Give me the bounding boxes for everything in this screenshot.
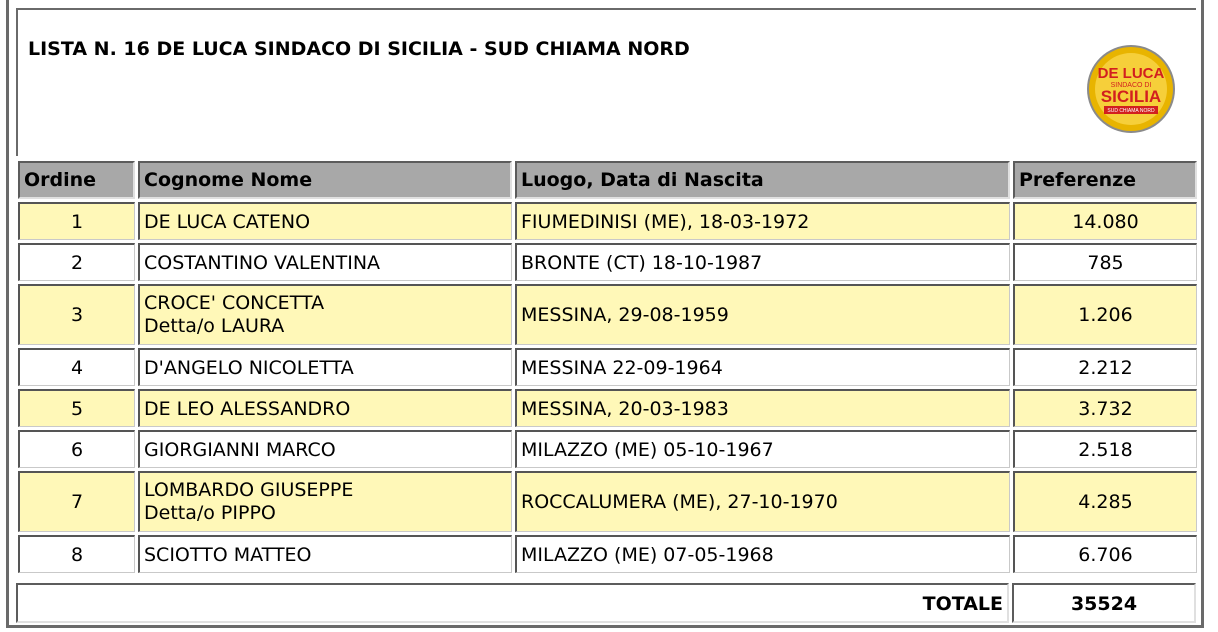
- candidate-name: COSTANTINO VALENTINA: [144, 251, 381, 274]
- list-title: LISTA N. 16 DE LUCA SINDACO DI SICILIA - SUD CHIAMA NORD: [28, 38, 690, 60]
- cell-ordine: 2: [18, 243, 135, 281]
- total-row: [16, 583, 1196, 625]
- header-preferenze: Preferenze: [1013, 161, 1197, 199]
- cell-nome: [138, 535, 512, 573]
- cell-nome: [138, 471, 512, 532]
- cell-ordine: 3: [18, 284, 135, 345]
- cell-ordine: 4: [18, 348, 135, 386]
- table-row: [18, 243, 1197, 281]
- table-row: [18, 202, 1197, 240]
- candidate-alias: Detta/o PIPPO: [144, 502, 276, 524]
- candidate-name: SCIOTTO MATTEO: [144, 543, 312, 566]
- table-row: [18, 471, 1197, 532]
- total-value: 35524: [1012, 583, 1196, 623]
- cell-ordine: 8: [18, 535, 135, 573]
- table-row: [18, 284, 1197, 345]
- cell-nome: [138, 348, 512, 386]
- cell-preferenze: 2.212: [1013, 348, 1197, 386]
- table-header-row: [18, 161, 1197, 199]
- logo-line4: SUD CHIAMA NORD: [1107, 108, 1155, 114]
- logo-line2: SINDACO DI: [1110, 82, 1152, 89]
- cell-preferenze: 4.285: [1013, 471, 1197, 532]
- header-cognome-nome: Cognome Nome: [138, 161, 512, 199]
- candidates-table: [15, 158, 1200, 576]
- cell-ordine: 5: [18, 389, 135, 427]
- cell-preferenze: 6.706: [1013, 535, 1197, 573]
- candidate-name: LOMBARDO GIUSEPPE: [144, 479, 354, 501]
- header-ordine: Ordine: [18, 161, 135, 199]
- table-row: [18, 535, 1197, 573]
- cell-ordine: 1: [18, 202, 135, 240]
- cell-nascita: MILAZZO (ME) 07-05-1968: [515, 535, 1010, 573]
- list-header: [16, 8, 1196, 156]
- cell-ordine: 7: [18, 471, 135, 532]
- candidate-name: GIORGIANNI MARCO: [144, 438, 336, 461]
- cell-preferenze: 2.518: [1013, 430, 1197, 468]
- cell-nome: [138, 389, 512, 427]
- cell-nascita: MILAZZO (ME) 05-10-1967: [515, 430, 1010, 468]
- cell-nascita: MESSINA, 29-08-1959: [515, 284, 1010, 345]
- candidate-name: CROCE' CONCETTA: [144, 292, 325, 314]
- cell-ordine: 6: [18, 430, 135, 468]
- cell-nome: [138, 284, 512, 345]
- total-label: TOTALE: [16, 583, 1009, 623]
- candidate-alias: Detta/o LAURA: [144, 315, 285, 337]
- candidate-name: D'ANGELO NICOLETTA: [144, 356, 354, 379]
- table-row: [18, 389, 1197, 427]
- table-row: [18, 348, 1197, 386]
- cell-preferenze: 1.206: [1013, 284, 1197, 345]
- cell-nascita: FIUMEDINISI (ME), 18-03-1972: [515, 202, 1010, 240]
- cell-nome: [138, 202, 512, 240]
- cell-nascita: ROCCALUMERA (ME), 27-10-1970: [515, 471, 1010, 532]
- party-logo: [1086, 44, 1176, 134]
- cell-nascita: MESSINA, 20-03-1983: [515, 389, 1010, 427]
- cell-preferenze: 3.732: [1013, 389, 1197, 427]
- cell-nascita: BRONTE (CT) 18-10-1987: [515, 243, 1010, 281]
- header-luogo-data: Luogo, Data di Nascita: [515, 161, 1010, 199]
- cell-preferenze: 785: [1013, 243, 1197, 281]
- logo-line1: DE LUCA: [1097, 65, 1165, 82]
- candidate-name: DE LEO ALESSANDRO: [144, 397, 351, 420]
- candidate-name: DE LUCA CATENO: [144, 210, 311, 233]
- cell-nome: [138, 243, 512, 281]
- table-row: [18, 430, 1197, 468]
- cell-preferenze: 14.080: [1013, 202, 1197, 240]
- cell-nascita: MESSINA 22-09-1964: [515, 348, 1010, 386]
- cell-nome: [138, 430, 512, 468]
- logo-line3: SICILIA: [1100, 87, 1162, 106]
